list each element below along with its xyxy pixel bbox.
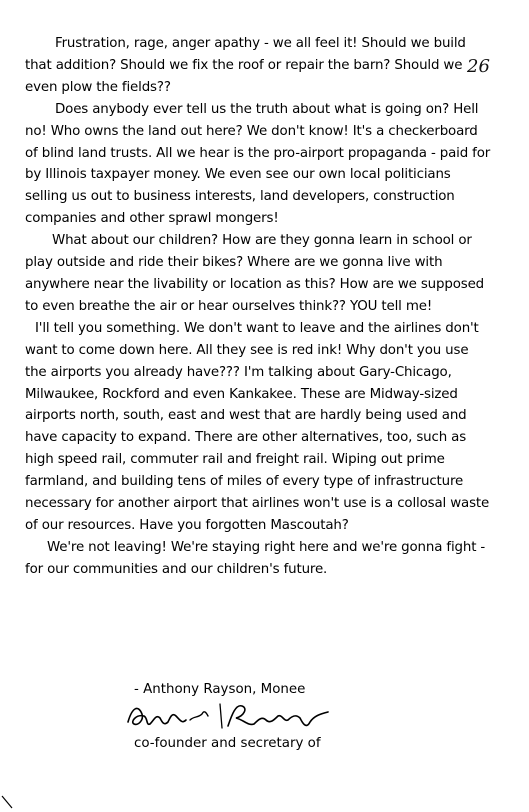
letter-body (25, 33, 493, 581)
author-title-line: co-founder and secretary of (134, 736, 321, 751)
handwritten-page-number: 26 (467, 56, 490, 77)
paragraph-2: Does anybody ever tell us the truth about what is going on? Hell no! Who owns the land out here? We don't know! It's a checkerboard of blind land trusts. All we hear is the pro-airport propaganda - paid for by Illinois taxpayer money. We even see our own local politicians selling us out to business interests, land developers, construction companies and other sprawl mongers! (25, 101, 491, 227)
paragraph-4: I'll tell you something. We don't want to leave and the airlines don't want to come down here. All they see is red ink! Why don't you use the airports you already have??? I'm talking about Gary-Chicago, Milwaukee, Rockford and even Kankakee. These are Midway-sized airports north, south, east and west that are hardly being used and have capacity to expand. There are other alternatives, too, such as high speed rail, commuter rail and freight rail. Wiping out prime farmland, and building tens of miles of every type of infrastructure necessary for another airport that airlines won't use is a collosal waste of our resources. Have you forgotten Mascoutah? (25, 320, 490, 533)
signature-block (134, 680, 394, 754)
paragraph-1: Frustration, rage, anger apathy - we all feel it! Should we build that addition? Should we fix the roof or repair the barn? Should we even plow the fields?? (25, 36, 466, 95)
scan-corner-mark (0, 792, 20, 812)
paragraph-5: We're not leaving! We're staying right here and we're gonna fight - for our communities and our children's future. (25, 539, 486, 577)
handwritten-signature (124, 700, 334, 734)
paragraph-3: What about our children? How are they gonna learn in school or play outside and ride their bikes? Where are we gonna live with anywhere near the livability or location as this? How are we supposed to even breathe the air or hear ourselves think?? YOU tell me! (25, 233, 485, 314)
author-name-line: - Anthony Rayson, Monee (134, 682, 306, 697)
